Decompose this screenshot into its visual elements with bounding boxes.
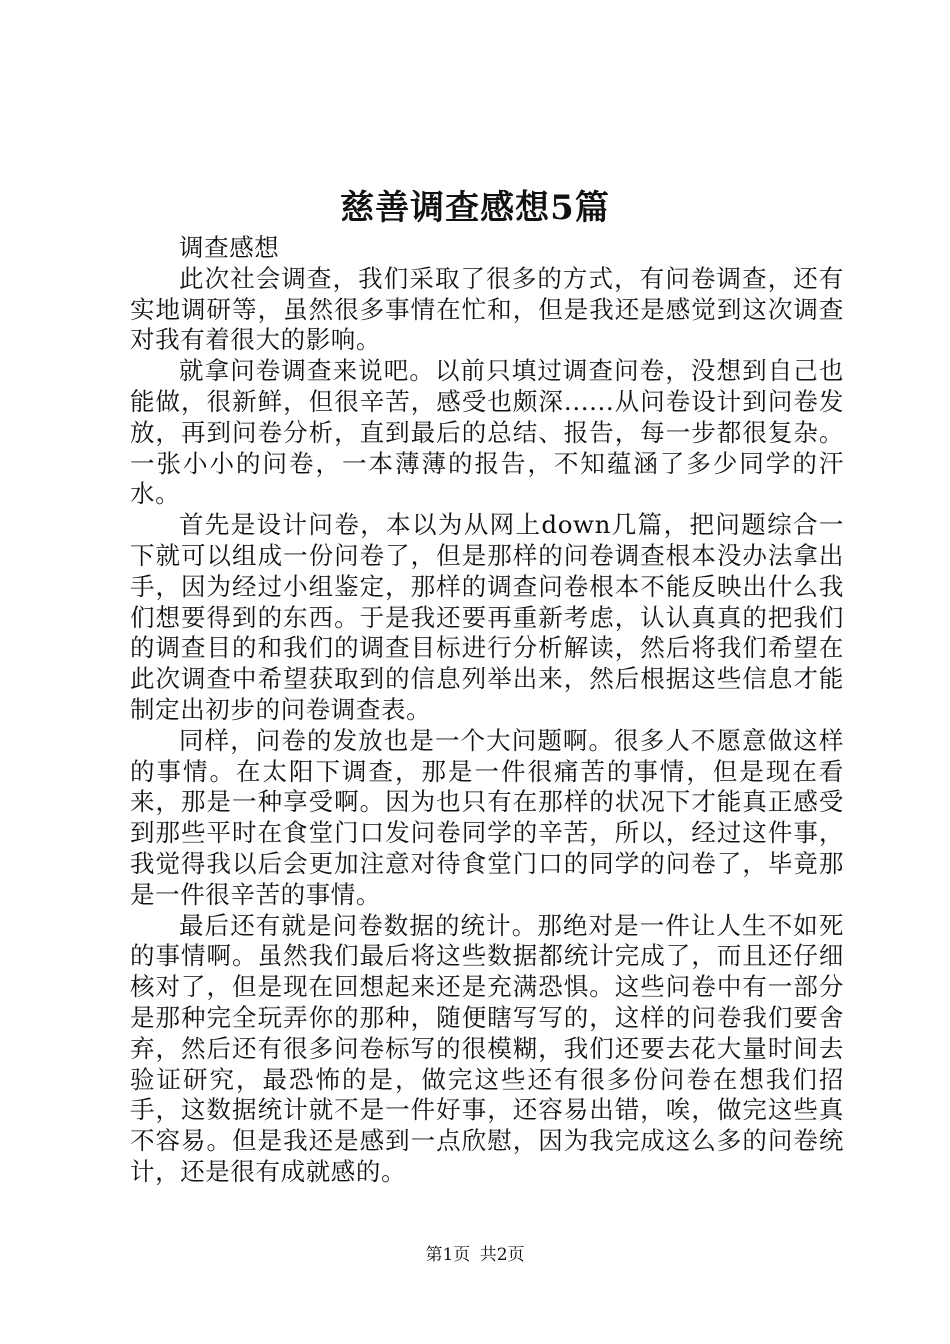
paragraph: 首先是设计问卷，本以为从网上down几篇，把问题综合一下就可以组成一份问卷了，但是那样的问卷调查根本没办法拿出手，因为经过小组鉴定，那样的调查问卷根本不能反映出什么我们想要得到的东西。于是我还要再重新考虑，认认真真的把我们的调查目的和我们的调查目标进行分析解读，然后将我们希望在此次调查中希望获取到的信息列举出来，然后根据这些信息才能制定出初步的问卷调查表。 [130, 510, 844, 724]
section-heading: 调查感想 [179, 233, 280, 262]
paragraph: 最后还有就是问卷数据的统计。那绝对是一件让人生不如死的事情啊。虽然我们最后将这些数据都统计完成了，而且还仔细核对了，但是现在回想起来还是充满恐惧。这些问卷中有一部分是那种完全玩弄你的那种，随便瞎写写的，这样的问卷我们要舍弃，然后还有很多问卷标写的很模糊，我们还要去花大量时间去验证研究，最恐怖的是，做完这些还有很多份问卷在想我们招手，这数据统计就不是一件好事，还容易出错，唉，做完这些真不容易。但是我还是感到一点欣慰，因为我完成这么多的问卷统计，还是很有成就感的。 [130, 910, 844, 1186]
document-body [130, 233, 844, 1188]
document-title: 慈善调查感想5篇 [340, 188, 610, 228]
paragraph: 此次社会调查，我们采取了很多的方式，有问卷调查，还有实地调研等，虽然很多事情在忙和，但是我还是感觉到这次调查对我有着很大的影响。 [130, 263, 844, 355]
paragraph: 同样，问卷的发放也是一个大问题啊。很多人不愿意做这样的事情。在太阳下调查，那是一件很痛苦的事情，但是现在看来，那是一种享受啊。因为也只有在那样的状况下才能真正感受到那些平时在食堂门口发问卷同学的辛苦，所以，经过这件事，我觉得我以后会更加注意对待食堂门口的同学的问卷了，毕竟那是一件很辛苦的事情。 [130, 725, 844, 909]
paragraph: 就拿问卷调查来说吧。以前只填过调查问卷，没想到自己也能做，很新鲜，但很辛苦，感受也颇深......从问卷设计到问卷发放，再到问卷分析，直到最后的总结、报告，每一步都很复杂。一张小小的问卷，一本薄薄的报告，不知蕴涵了多少同学的汗水。 [130, 356, 844, 509]
page-footer: 第1页 共2页 [425, 1245, 525, 1265]
